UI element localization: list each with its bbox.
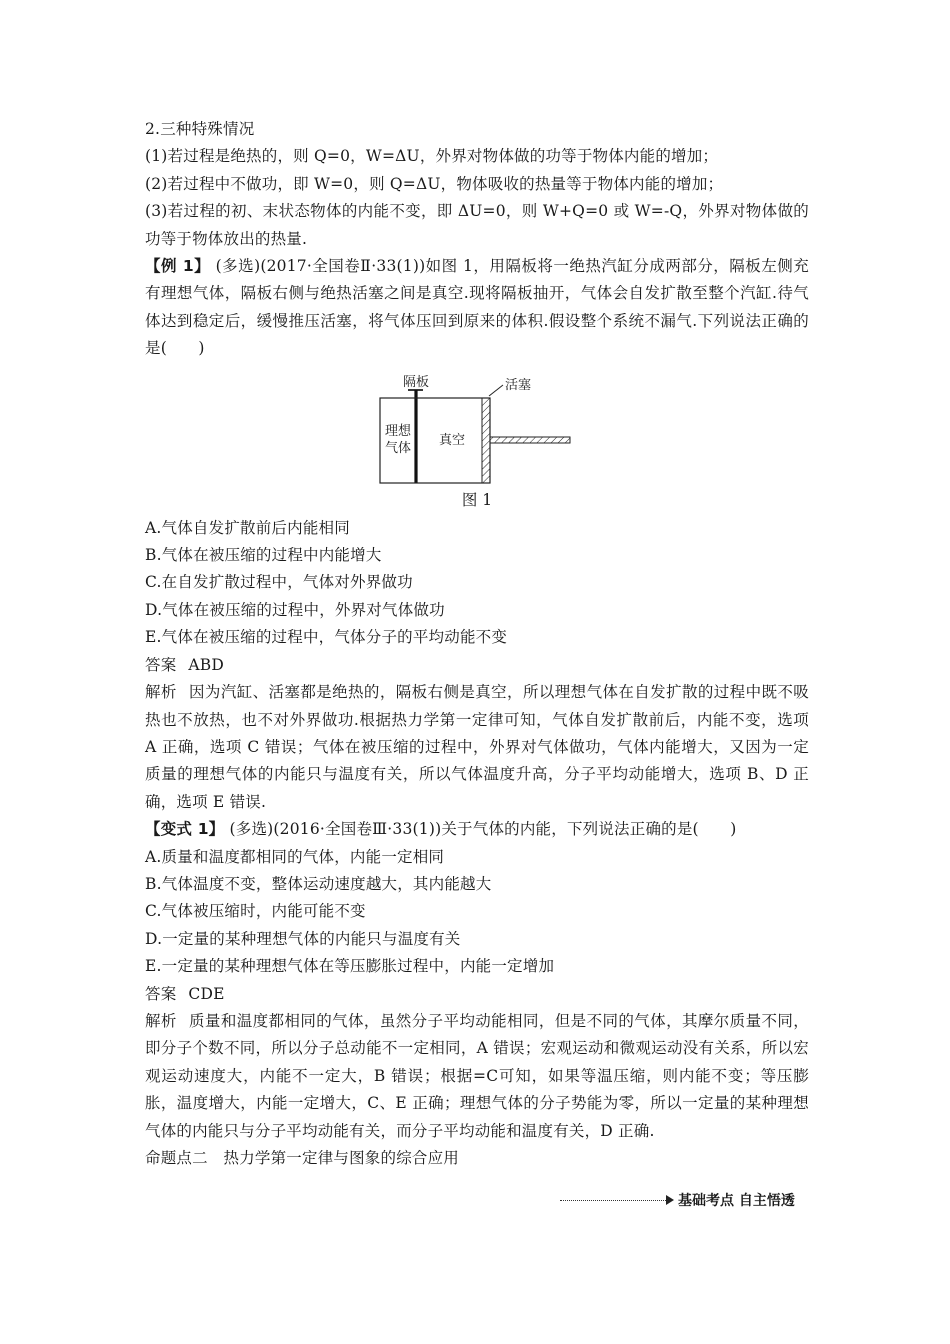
answer-label: 答案 — [145, 655, 177, 674]
example-1-option-e: E.气体在被压缩的过程中，气体分子的平均动能不变 — [145, 628, 508, 647]
footer-dotted-line — [560, 1200, 668, 1201]
example-1-option-d: D.气体在被压缩的过程中，外界对气体做功 — [145, 600, 445, 619]
example-1-analysis — [145, 679, 809, 816]
example-1-option-b: B.气体在被压缩的过程中内能增大 — [145, 546, 382, 565]
partition-label: 隔板 — [403, 374, 430, 390]
cylinder-diagram — [370, 369, 580, 487]
piston-rod-icon — [490, 437, 570, 443]
analysis-label: 解析 — [145, 683, 177, 702]
example-1-answer — [145, 652, 809, 679]
gas-label-line-2: 气体 — [385, 440, 412, 456]
example-1-stem: (多选)(2017·全国卷Ⅱ·33(1))如图 1，用隔板将一绝热汽缸分成两部分，隔板左侧充有理想气体，隔板右侧与绝热活塞之间是真空.现将隔板抽开，气体会自发扩散至整个汽缸.待气体达到稳定后，缓慢推压活塞，将气体压回到原来的体积.假设整个系统不漏气.下列说法正确的是( ) — [145, 257, 809, 358]
variant-1-question — [145, 816, 809, 843]
answer-value: ABD — [188, 655, 225, 674]
analysis-text: 质量和温度都相同的气体，虽然分子平均动能相同，但是不同的气体，其摩尔质量不同，即分子个数不同，所以分子总动能不一定相同，A 错误；宏观运动和微观运动没有关系，所以宏观运动速度大，内能不一定大，B 错误；根据=C可知，如果等温压缩，则内能不变；等压膨胀，温度增大，内能一定增大，C、E 正确；理想气体的分子势能为零，所以一定量的某种理想气体的内能只与分子平均动能有关，而分子平均动能和温度有关，D 正确. — [145, 1011, 809, 1140]
special-case-3: (3)若过程的初、末状态物体的内能不变，即 ΔU=0，则 W+Q=0 或 W=-Q，外界对物体做的功等于物体放出的热量. — [145, 202, 809, 248]
example-1-question — [145, 253, 809, 363]
document-body — [145, 116, 809, 1172]
variant-1-answer — [145, 981, 809, 1008]
vacuum-label: 真空 — [439, 432, 466, 448]
example-1-option-c: C.在自发扩散过程中，气体对外界做功 — [145, 573, 413, 592]
variant-1-stem: (多选)(2016·全国卷Ⅲ·33(1))关于气体的内能，下列说法正确的是( ) — [229, 820, 737, 839]
answer-value: CDE — [188, 984, 225, 1003]
variant-1-option-b: B.气体温度不变，整体运动速度越大，其内能越大 — [145, 874, 492, 893]
variant-1-analysis — [145, 1008, 809, 1145]
footer-label: 基础考点 自主悟透 — [678, 1193, 795, 1209]
section-heading: 2.三种特殊情况 — [145, 120, 255, 138]
analysis-label: 解析 — [145, 1011, 177, 1030]
answer-label: 答案 — [145, 984, 177, 1003]
special-case-2: (2)若过程中不做功，即 W=0，则 Q=ΔU，物体吸收的热量等于物体内能的增加； — [145, 174, 724, 193]
variant-1-option-e: E.一定量的某种理想气体在等压膨胀过程中，内能一定增加 — [145, 957, 555, 976]
piston-leader-line — [489, 385, 503, 396]
arrow-right-icon — [666, 1195, 674, 1205]
variant-1-tag: 【变式 1】 — [145, 820, 225, 839]
figure-1-caption: 图 1 — [461, 490, 493, 509]
variant-1-option-a: A.质量和温度都相同的气体，内能一定相同 — [145, 847, 445, 866]
topic-2-heading: 命题点二 热力学第一定律与图象的综合应用 — [145, 1149, 460, 1167]
special-case-1: (1)若过程是绝热的，则 Q=0，W=ΔU，外界对物体做的功等于物体内能的增加； — [145, 147, 719, 166]
piston-icon — [482, 398, 490, 483]
footer-banner — [560, 1190, 810, 1212]
gas-label-line-1: 理想 — [385, 423, 412, 439]
example-1-option-a: A.气体自发扩散前后内能相同 — [145, 518, 350, 537]
piston-label: 活塞 — [505, 377, 532, 393]
figure-1 — [145, 369, 809, 487]
example-1-tag: 【例 1】 — [145, 257, 211, 276]
variant-1-option-d: D.一定量的某种理想气体的内能只与温度有关 — [145, 929, 461, 948]
variant-1-option-c: C.气体被压缩时，内能可能不变 — [145, 902, 366, 921]
analysis-text: 因为汽缸、活塞都是绝热的，隔板右侧是真空，所以理想气体在自发扩散的过程中既不吸热也不放热，也不对外界做功.根据热力学第一定律可知，气体自发扩散前后，内能不变，选项 A 正确，选项 C 错误；气体在被压缩的过程中，外界对气体做功，气体内能增大，又因为一定质量的理想气体的内能只与温度有关，所以气体温度升高，分子平均动能增大，选项 B、D 正确，选项 E 错误. — [145, 683, 809, 811]
